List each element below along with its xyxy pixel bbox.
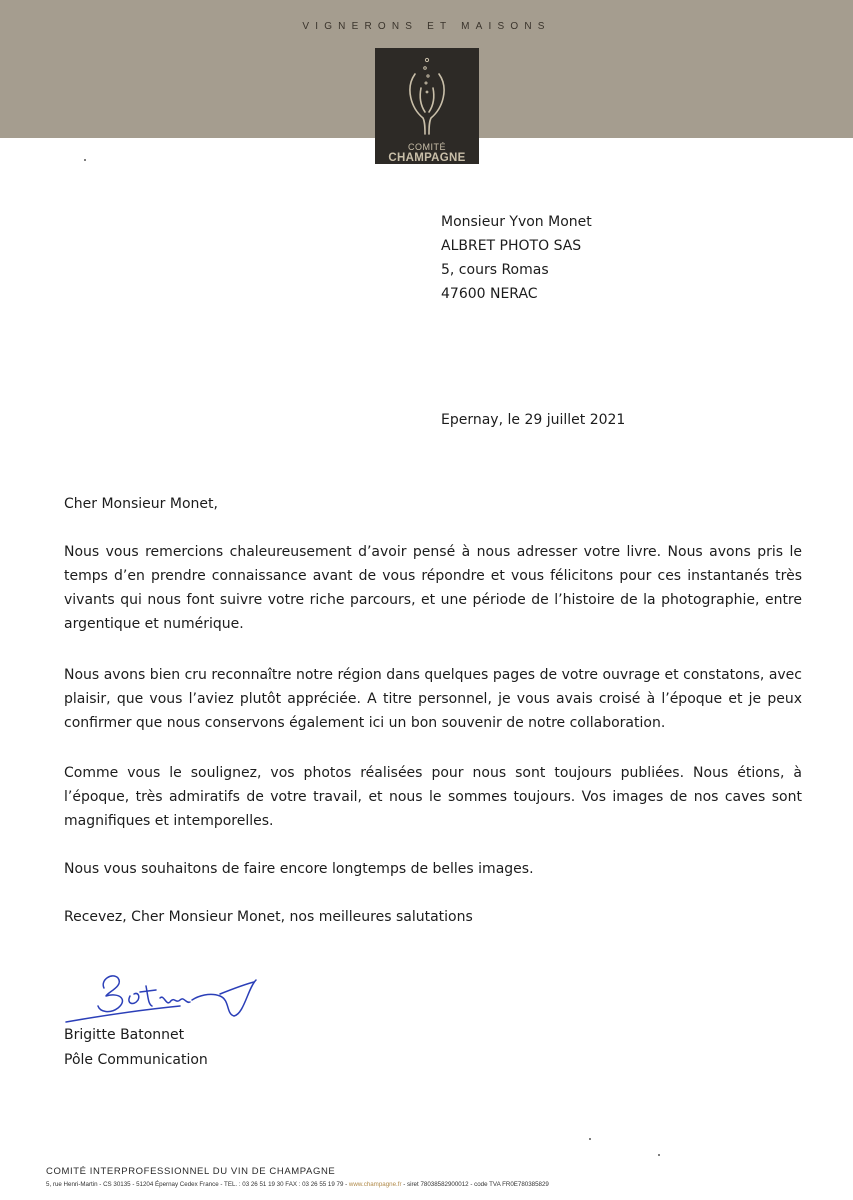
signatory-name: Brigitte Batonnet bbox=[64, 1027, 185, 1043]
signatory-title: Pôle Communication bbox=[64, 1052, 208, 1068]
closing-line: Recevez, Cher Monsieur Monet, nos meilleures salutations bbox=[64, 909, 473, 925]
recipient-company: ALBRET PHOTO SAS bbox=[441, 238, 582, 254]
footer-registration: - siret 78038582900012 - code TVA FR0E780385829 bbox=[401, 1181, 549, 1188]
salutation: Cher Monsieur Monet, bbox=[64, 496, 218, 512]
body-paragraph: Nous avons bien cru reconnaître notre région dans quelques pages de votre ouvrage et constatons, avec plaisir, que vous l’aviez plutôt appréciée. A titre personnel, je vous avais croisé à l’époque et je peux confirmer que nous conservons également ici un bon souvenir de notre collaboration. bbox=[64, 667, 802, 731]
footer-address: 5, rue Henri-Martin - CS 30135 - 51204 Épernay Cedex France - TEL. : 03 26 51 19 30 FAX : 03 26 55 19 79 - bbox=[46, 1181, 349, 1188]
body-paragraph: Nous vous remercions chaleureusement d’avoir pensé à nous adresser votre livre. Nous avons pris le temps d’en prendre connaissance avant de vous répondre et vous félicitons pour ces instantanés très vivants qui nous font suivre votre riche parcours, et une période de l’histoire de la photographie, entre argentique et numérique. bbox=[64, 544, 802, 632]
letterhead-title: VIGNERONS ET MAISONS bbox=[302, 21, 551, 32]
body-paragraph: Nous vous souhaitons de faire encore longtemps de belles images. bbox=[64, 861, 534, 877]
scan-speck bbox=[589, 1138, 591, 1140]
footer-contact-line bbox=[46, 1181, 549, 1188]
scan-speck bbox=[658, 1154, 660, 1156]
scan-speck bbox=[84, 159, 86, 161]
footer-organisation: COMITÉ INTERPROFESSIONNEL DU VIN DE CHAMPAGNE bbox=[46, 1166, 336, 1177]
recipient-city: 47600 NERAC bbox=[441, 286, 538, 302]
date-line: Epernay, le 29 juillet 2021 bbox=[441, 412, 626, 428]
footer-website-link[interactable]: www.champagne.fr bbox=[348, 1181, 402, 1188]
recipient-street: 5, cours Romas bbox=[441, 262, 549, 278]
logo-word-champagne: CHAMPAGNE bbox=[388, 152, 466, 164]
logo-word-comite: COMITÉ bbox=[408, 142, 446, 152]
comite-champagne-logo bbox=[375, 48, 479, 164]
body-paragraph: Comme vous le soulignez, vos photos réalisées pour nous sont toujours publiées. Nous étions, à l’époque, très admiratifs de votre travail, et nous le sommes toujours. Vos images de nos caves sont magnifiques et intemporelles. bbox=[64, 765, 802, 829]
recipient-name: Monsieur Yvon Monet bbox=[441, 214, 592, 230]
